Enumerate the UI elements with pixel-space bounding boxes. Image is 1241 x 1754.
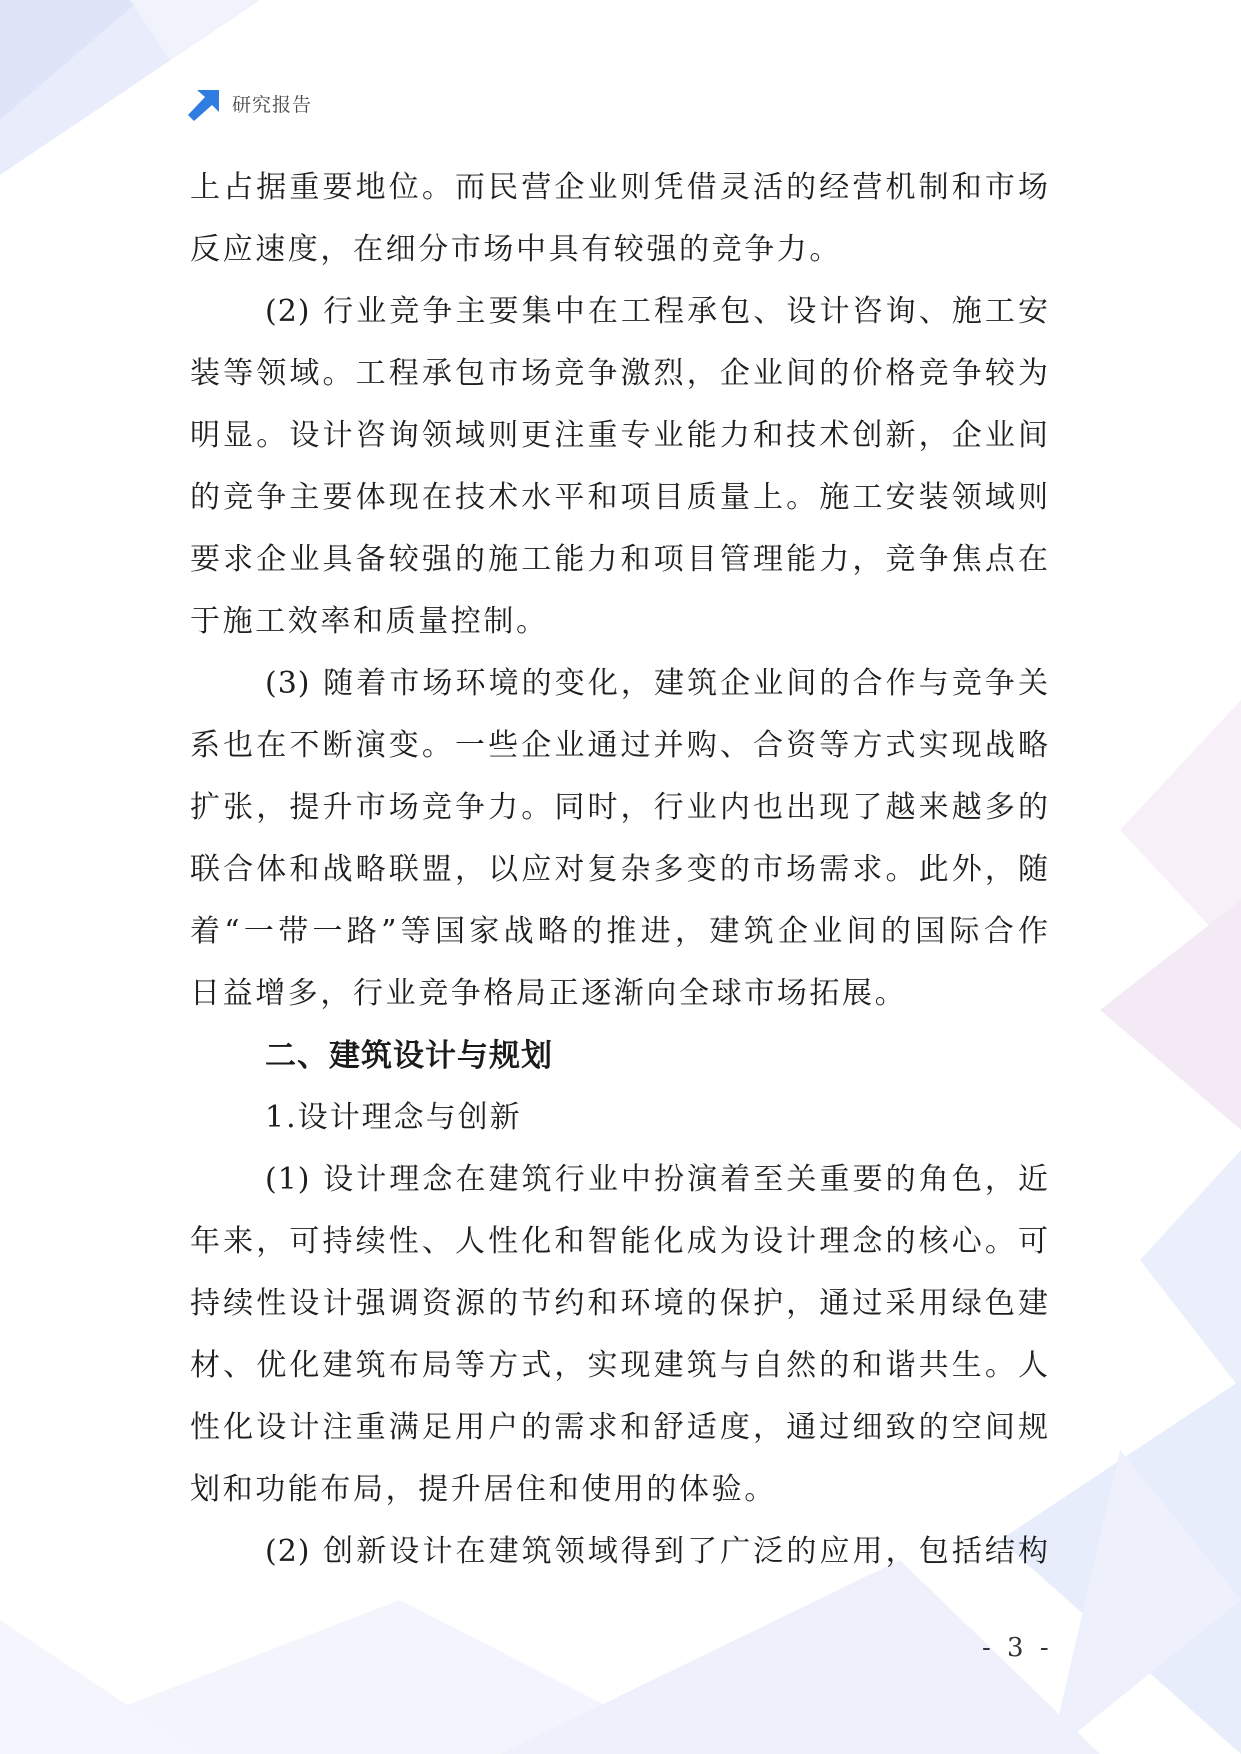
text-line: 扩张，提升市场竞争力。同时，行业内也出现了越来越多的	[190, 790, 1049, 825]
paragraph	[190, 653, 1049, 1025]
text-line: 要求企业具备较强的施工能力和项目管理能力，竞争焦点在	[190, 542, 1049, 577]
arrow-up-right-icon	[188, 89, 220, 121]
text-line: (3) 随着市场环境的变化，建筑企业间的合作与竞争关	[265, 666, 1049, 701]
text-line: 的竞争主要体现在技术水平和项目质量上。施工安装领域则	[190, 480, 1049, 515]
text-line: 持续性设计强调资源的节约和环境的保护，通过采用绿色建	[190, 1286, 1049, 1321]
text-line: (2) 行业竞争主要集中在工程承包、设计咨询、施工安	[265, 294, 1049, 329]
paragraph	[190, 1149, 1049, 1521]
text-line: 划和功能布局，提升居住和使用的体验。	[190, 1472, 777, 1507]
text-line: 性化设计注重满足用户的需求和舒适度，通过细致的空间规	[190, 1410, 1049, 1445]
section-heading: 二、建筑设计与规划	[265, 1038, 553, 1074]
text-line: 装等领域。工程承包市场竞争激烈，企业间的价格竞争较为	[190, 356, 1049, 391]
text-line: 上占据重要地位。而民营企业则凭借灵活的经营机制和市场	[190, 170, 1049, 205]
paragraph	[190, 157, 1049, 281]
paragraph	[190, 1521, 1049, 1583]
page-number: - 3 -	[982, 1633, 1053, 1663]
header-title: 研究报告	[232, 94, 313, 116]
document-body	[190, 157, 1049, 1583]
report-header	[188, 89, 312, 121]
text-line: 材、优化建筑布局等方式，实现建筑与自然的和谐共生。人	[190, 1348, 1049, 1383]
subsection-heading: 1.设计理念与创新	[265, 1100, 522, 1135]
paragraph	[190, 281, 1049, 653]
text-line: (1) 设计理念在建筑行业中扮演着至关重要的角色，近	[265, 1162, 1049, 1197]
text-line: 联合体和战略联盟，以应对复杂多变的市场需求。此外，随	[190, 852, 1049, 887]
text-line: (2) 创新设计在建筑领域得到了广泛的应用，包括结构	[265, 1534, 1049, 1569]
text-line: 着“一带一路”等国家战略的推进，建筑企业间的国际合作	[190, 914, 1049, 949]
text-line: 反应速度，在细分市场中具有较强的竞争力。	[190, 232, 842, 267]
text-line: 日益增多，行业竞争格局正逐渐向全球市场拓展。	[190, 976, 908, 1011]
text-line: 于施工效率和质量控制。	[190, 604, 549, 639]
text-line: 系也在不断演变。一些企业通过并购、合资等方式实现战略	[190, 728, 1049, 763]
text-line: 年来，可持续性、人性化和智能化成为设计理念的核心。可	[190, 1224, 1049, 1259]
text-line: 明显。设计咨询领域则更注重专业能力和技术创新，企业间	[190, 418, 1049, 453]
